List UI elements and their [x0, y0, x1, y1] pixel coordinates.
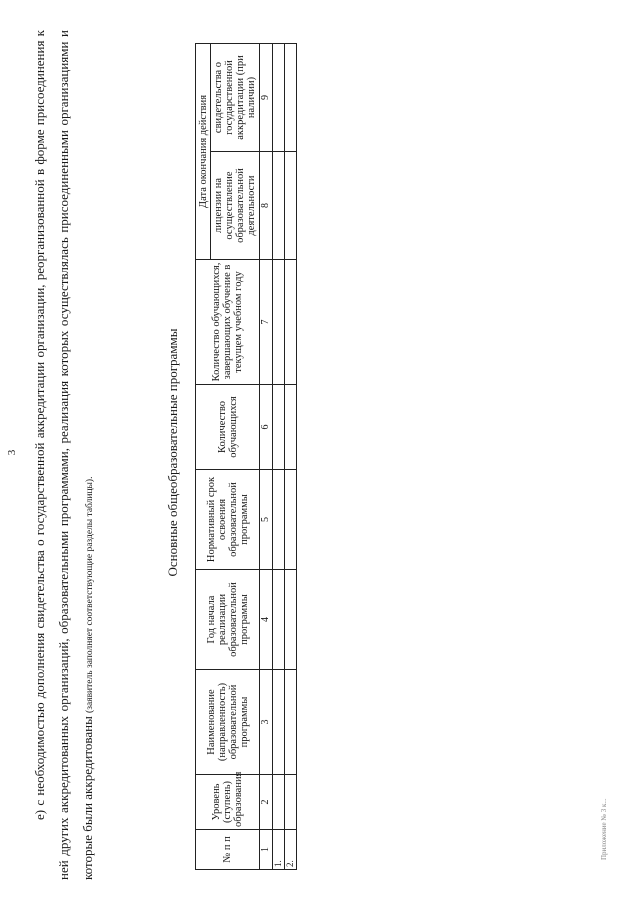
table-row	[285, 44, 297, 870]
column-numbers-row	[260, 44, 273, 870]
header-start-year: Год начала реализации образовательной программы	[196, 570, 260, 670]
row-number: 1.	[273, 830, 285, 870]
header-license: лицензии на осуществление образовательной деятельности	[211, 152, 260, 260]
body-paragraph	[28, 30, 102, 880]
column-number: 9	[260, 44, 273, 152]
column-number: 8	[260, 152, 273, 260]
header-norm-term: Нормативный срок освоения образовательной программы	[196, 470, 260, 570]
column-number: 4	[260, 570, 273, 670]
programs-table	[195, 43, 297, 870]
row-number: 2.	[285, 830, 297, 870]
table-heading: Основные общеобразовательные программы	[165, 328, 180, 577]
header-students: Количество обучающихся	[196, 385, 260, 470]
header-graduating: Количество обучающихся, завершающих обучение в текущем учебном году	[196, 260, 260, 385]
header-level: Уровень (ступень) образования	[196, 775, 260, 830]
footer-stamp: Приложение № 3 к...	[600, 798, 608, 860]
column-number: 6	[260, 385, 273, 470]
column-number: 3	[260, 670, 273, 775]
table-row	[273, 44, 285, 870]
column-number: 7	[260, 260, 273, 385]
header-expiry-group: Дата окончания действия	[196, 44, 211, 260]
paragraph-note: (заявитель заполняет соответствующие разделы таблицы).	[85, 476, 95, 713]
paragraph-main-text: е) с необходимостью дополнения свидетельства о государственной аккредитации организации, реорганизованной в форме присоединения к ней других аккредитованных организаций, образовательными программами, реализация которых осуществлялась присоединенными организациями и которые были аккредитованы	[32, 30, 95, 880]
header-certificate: свидетельства о государственной аккредитации (при наличии)	[211, 44, 260, 152]
header-program-name: Наименование (направленность) образовательной программы	[196, 670, 260, 775]
page-number: 3	[6, 449, 18, 456]
column-number: 1	[260, 830, 273, 870]
column-number: 2	[260, 775, 273, 830]
column-number: 5	[260, 470, 273, 570]
header-num: № п п	[196, 830, 260, 870]
